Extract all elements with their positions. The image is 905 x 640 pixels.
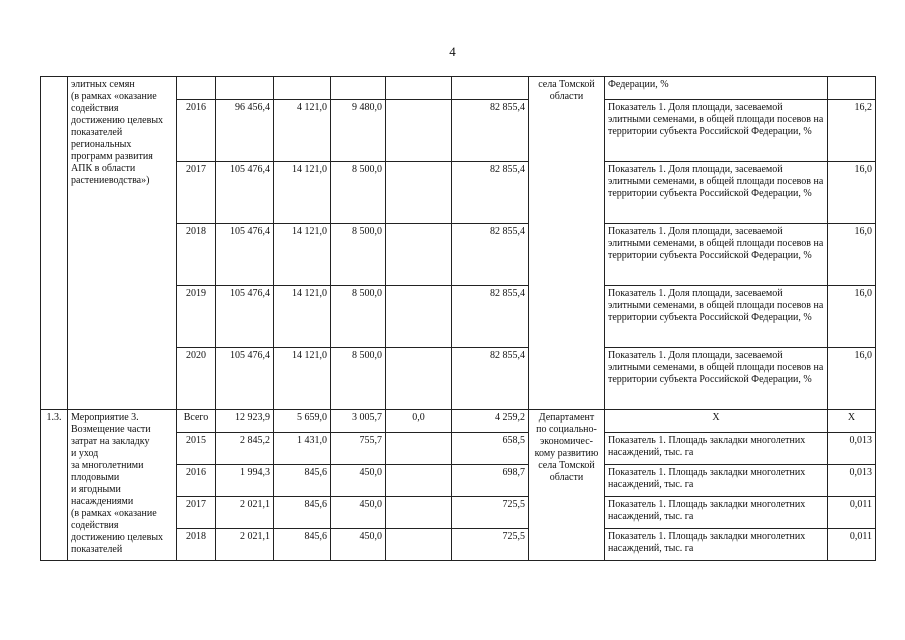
executor-line: села Томской — [538, 460, 595, 471]
measure-name-line: насаждениями — [71, 496, 134, 507]
executor-line: Департамент — [538, 412, 595, 423]
total-cell: 96 456,4 — [216, 100, 274, 162]
local-budget-cell — [386, 162, 452, 224]
indicator-value-cell: 16,0 — [828, 224, 876, 286]
executor-line: области — [549, 472, 584, 483]
local-budget-cell — [386, 529, 452, 561]
federal-budget-cell: 845,6 — [274, 529, 331, 561]
executor-cell — [529, 410, 605, 561]
regional-budget-cell: 450,0 — [331, 529, 386, 561]
federal-budget-cell: 845,6 — [274, 465, 331, 497]
local-budget-cell — [386, 286, 452, 348]
indicator-cell: Х — [605, 410, 828, 433]
total-cell: 12 923,9 — [216, 410, 274, 433]
extra-budget-cell: 725,5 — [452, 497, 529, 529]
year-cell: 2015 — [177, 433, 216, 465]
executor-line: кому развитию — [534, 448, 599, 459]
table-row — [41, 77, 876, 100]
extra-budget-cell: 698,7 — [452, 465, 529, 497]
measure-name-line: достижению целевых — [71, 115, 164, 126]
total-cell: 2 021,1 — [216, 497, 274, 529]
extra-budget-cell: 82 855,4 — [452, 224, 529, 286]
extra-budget-cell: 82 855,4 — [452, 162, 529, 224]
measure-name-line: затрат на закладку — [71, 436, 150, 447]
federal-budget-cell: 845,6 — [274, 497, 331, 529]
indicator-value-cell: Х — [828, 410, 876, 433]
total-cell: 105 476,4 — [216, 162, 274, 224]
indicator-cell: Федерации, % — [605, 77, 828, 100]
indicator-cell: Показатель 1. Доля площади, засеваемой элитными семенами, в общей площади посевов на территории субъекта Российской Федерации, % — [605, 348, 828, 410]
measure-name-line: (в рамках «оказание — [71, 91, 157, 102]
regional-budget-cell: 755,7 — [331, 433, 386, 465]
row-number-cell: 1.3. — [41, 410, 68, 561]
indicator-cell: Показатель 1. Площадь закладки многолетних насаждений, тыс. га — [605, 529, 828, 561]
federal-budget-cell: 14 121,0 — [274, 224, 331, 286]
measure-name-line: программ развития — [71, 151, 153, 162]
measure-name-line: плодовыми — [71, 472, 120, 483]
total-cell: 105 476,4 — [216, 224, 274, 286]
total-cell: 105 476,4 — [216, 286, 274, 348]
regional-budget-cell: 8 500,0 — [331, 224, 386, 286]
executor-line: экономичес- — [540, 436, 593, 447]
indicator-value-cell: 0,011 — [828, 497, 876, 529]
indicator-cell: Показатель 1. Площадь закладки многолетних насаждений, тыс. га — [605, 433, 828, 465]
extra-budget-cell: 725,5 — [452, 529, 529, 561]
year-cell: 2020 — [177, 348, 216, 410]
measure-name-cell — [68, 77, 177, 410]
federal-budget-cell: 14 121,0 — [274, 162, 331, 224]
total-cell: 1 994,3 — [216, 465, 274, 497]
measure-name-line: Мероприятие 3. — [71, 412, 139, 423]
year-cell: 2018 — [177, 529, 216, 561]
indicator-value-cell: 16,0 — [828, 348, 876, 410]
measure-name-line: растениеводства») — [71, 175, 150, 186]
regional-budget-cell: 9 480,0 — [331, 100, 386, 162]
local-budget-cell — [386, 497, 452, 529]
indicator-cell: Показатель 1. Доля площади, засеваемой элитными семенами, в общей площади посевов на территории субъекта Российской Федерации, % — [605, 100, 828, 162]
measure-name-line: элитных семян — [71, 79, 135, 90]
year-cell: 2016 — [177, 465, 216, 497]
regional-budget-cell: 8 500,0 — [331, 286, 386, 348]
page-number: 4 — [449, 44, 456, 59]
extra-budget-cell: 82 855,4 — [452, 100, 529, 162]
local-budget-cell — [386, 348, 452, 410]
indicator-value-cell: 16,0 — [828, 162, 876, 224]
year-cell: 2016 — [177, 100, 216, 162]
year-cell: Всего — [177, 410, 216, 433]
measure-name-line: за многолетними — [71, 460, 144, 471]
executor-cell: села Томской области — [529, 77, 605, 410]
measure-name-line: содействия — [71, 103, 119, 114]
year-cell: 2017 — [177, 497, 216, 529]
measure-name-line: показателей — [71, 127, 123, 138]
regional-budget-cell: 8 500,0 — [331, 348, 386, 410]
local-budget-cell — [386, 224, 452, 286]
regional-budget-cell: 450,0 — [331, 497, 386, 529]
row-number-cell — [41, 77, 68, 410]
indicator-cell: Показатель 1. Доля площади, засеваемой элитными семенами, в общей площади посевов на территории субъекта Российской Федерации, % — [605, 286, 828, 348]
indicator-cell: Показатель 1. Доля площади, засеваемой элитными семенами, в общей площади посевов на территории субъекта Российской Федерации, % — [605, 224, 828, 286]
measure-name-line: достижению целевых — [71, 532, 164, 543]
federal-budget-cell: 4 121,0 — [274, 100, 331, 162]
extra-budget-cell: 658,5 — [452, 433, 529, 465]
measure-name-line: и уход — [71, 448, 99, 459]
table-row — [41, 410, 876, 433]
local-budget-cell — [386, 433, 452, 465]
indicator-cell: Показатель 1. Доля площади, засеваемой элитными семенами, в общей площади посевов на территории субъекта Российской Федерации, % — [605, 162, 828, 224]
extra-budget-cell: 82 855,4 — [452, 286, 529, 348]
program-table — [40, 76, 876, 561]
measure-name-line: показателей — [71, 544, 123, 555]
local-budget-cell — [386, 100, 452, 162]
measure-name-cell — [68, 410, 177, 561]
year-cell: 2019 — [177, 286, 216, 348]
regional-budget-cell: 8 500,0 — [331, 162, 386, 224]
executor-line: по социально- — [536, 424, 597, 435]
total-cell: 2 845,2 — [216, 433, 274, 465]
federal-budget-cell: 5 659,0 — [274, 410, 331, 433]
extra-budget-cell: 82 855,4 — [452, 348, 529, 410]
local-budget-cell — [386, 465, 452, 497]
regional-budget-cell: 450,0 — [331, 465, 386, 497]
measure-name-line: (в рамках «оказание — [71, 508, 157, 519]
measure-name-line: АПК в области — [71, 163, 136, 174]
regional-budget-cell: 3 005,7 — [331, 410, 386, 433]
federal-budget-cell: 14 121,0 — [274, 348, 331, 410]
year-cell: 2018 — [177, 224, 216, 286]
extra-budget-cell: 4 259,2 — [452, 410, 529, 433]
indicator-value-cell: 16,2 — [828, 100, 876, 162]
total-cell: 2 021,1 — [216, 529, 274, 561]
indicator-value-cell: 0,013 — [828, 433, 876, 465]
indicator-value-cell: 16,0 — [828, 286, 876, 348]
indicator-value-cell: 0,011 — [828, 529, 876, 561]
federal-budget-cell: 1 431,0 — [274, 433, 331, 465]
year-cell: 2017 — [177, 162, 216, 224]
total-cell: 105 476,4 — [216, 348, 274, 410]
indicator-cell: Показатель 1. Площадь закладки многолетних насаждений, тыс. га — [605, 465, 828, 497]
measure-name-line: Возмещение части — [71, 424, 151, 435]
local-budget-cell: 0,0 — [386, 410, 452, 433]
federal-budget-cell: 14 121,0 — [274, 286, 331, 348]
measure-name-line: содействия — [71, 520, 119, 531]
measure-name-line: региональных — [71, 139, 132, 150]
indicator-cell: Показатель 1. Площадь закладки многолетних насаждений, тыс. га — [605, 497, 828, 529]
measure-name-line: и ягодными — [71, 484, 121, 495]
indicator-value-cell: 0,013 — [828, 465, 876, 497]
